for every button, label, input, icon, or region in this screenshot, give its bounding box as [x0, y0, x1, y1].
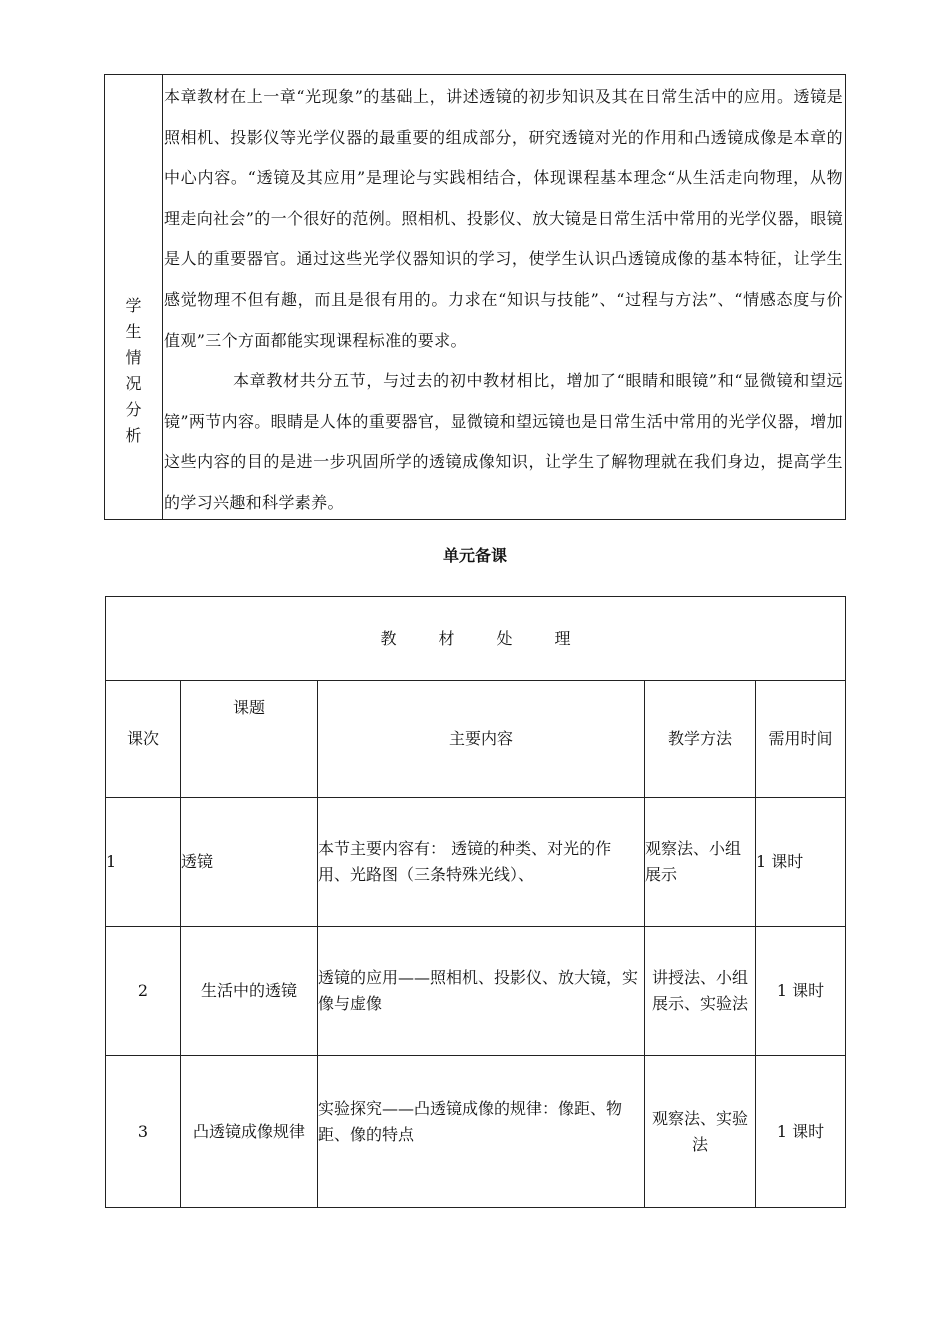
- lesson-plan-table: [105, 596, 846, 1208]
- lesson-no-cell: 1: [106, 798, 181, 927]
- student-analysis-body: [163, 75, 845, 519]
- analysis-paragraph: 本章教材共分五节，与过去的初中教材相比，增加了“眼睛和眼镜”和“显微镜和望远镜”两节内容。眼睛是人体的重要器官，显微镜和望远镜也是日常生活中常用的光学仪器，增加这些内容的目的是进一步巩固所学的透镜成像知识，让学生了解物理就在我们身边，提高学生的学习兴趣和科学素养。: [164, 371, 843, 512]
- table-header-row: [106, 681, 846, 798]
- time-cell: 1 课时: [756, 798, 846, 927]
- content-text: 实验探究——凸透镜成像的规律：像距、物距、像的特点: [318, 1099, 623, 1144]
- analysis-paragraph: 本章教材在上一章“光现象”的基础上，讲述透镜的初步知识及其在日常生活中的应用。透镜是照相机、投影仪等光学仪器的最重要的组成部分，研究透镜对光的作用和凸透镜成像是本章的中心内容。“透镜及其应用”是理论与实践相结合，体现课程基本理念“从生活走向物理，从物理走向社会”的一个很好的范例。照相机、投影仪、放大镜是日常生活中常用的光学仪器，眼镜是人的重要器官。通过这些光学仪器知识的学习，使学生认识凸透镜成像的基本特征，让学生感觉物理不但有趣，而且是很有用的。力求在“知识与技能”、“过程与方法”、“情感态度与价值观”三个方面都能实现课程标准的要求。: [164, 87, 843, 350]
- header-content: 主要内容: [318, 681, 645, 798]
- lesson-no-cell: 3: [106, 1056, 181, 1208]
- label-char: 况: [125, 374, 142, 393]
- method-cell: 观察法、小组展示: [645, 798, 756, 927]
- table-row: [106, 798, 846, 927]
- header-method: 教学方法: [645, 681, 756, 798]
- section-heading: 单元备课: [442, 546, 507, 565]
- topic-cell: 生活中的透镜: [181, 927, 318, 1056]
- content-cell: 本节主要内容有： 透镜的种类、对光的作用、光路图（三条特殊光线）、: [318, 798, 645, 927]
- header-lesson-no: 课次: [106, 681, 181, 798]
- student-analysis-label-cell: [105, 75, 163, 519]
- table-title: 教材处理: [106, 597, 846, 681]
- label-char: 学: [125, 296, 142, 315]
- content-cell: [318, 1056, 645, 1208]
- topic-cell: 透镜: [181, 798, 318, 927]
- header-topic: 课题: [181, 681, 318, 798]
- student-analysis-table: [104, 74, 846, 520]
- label-char: 析: [125, 426, 142, 445]
- table-row: [106, 927, 846, 1056]
- time-cell: 1 课时: [756, 1056, 846, 1208]
- method-cell: 讲授法、小组展示、实验法: [645, 927, 756, 1056]
- label-char: 情: [125, 348, 142, 367]
- table-row: [106, 1056, 846, 1208]
- content-cell: 透镜的应用——照相机、投影仪、放大镜，实像与虚像: [318, 927, 645, 1056]
- label-char: 分: [125, 400, 142, 419]
- topic-cell: 凸透镜成像规律: [181, 1056, 318, 1208]
- header-time: 需用时间: [756, 681, 846, 798]
- time-cell: 1 课时: [756, 927, 846, 1056]
- label-char: 生: [125, 322, 142, 341]
- lesson-no-cell: 2: [106, 927, 181, 1056]
- method-cell: 观察法、实验法: [645, 1056, 756, 1208]
- student-analysis-label: [105, 293, 162, 449]
